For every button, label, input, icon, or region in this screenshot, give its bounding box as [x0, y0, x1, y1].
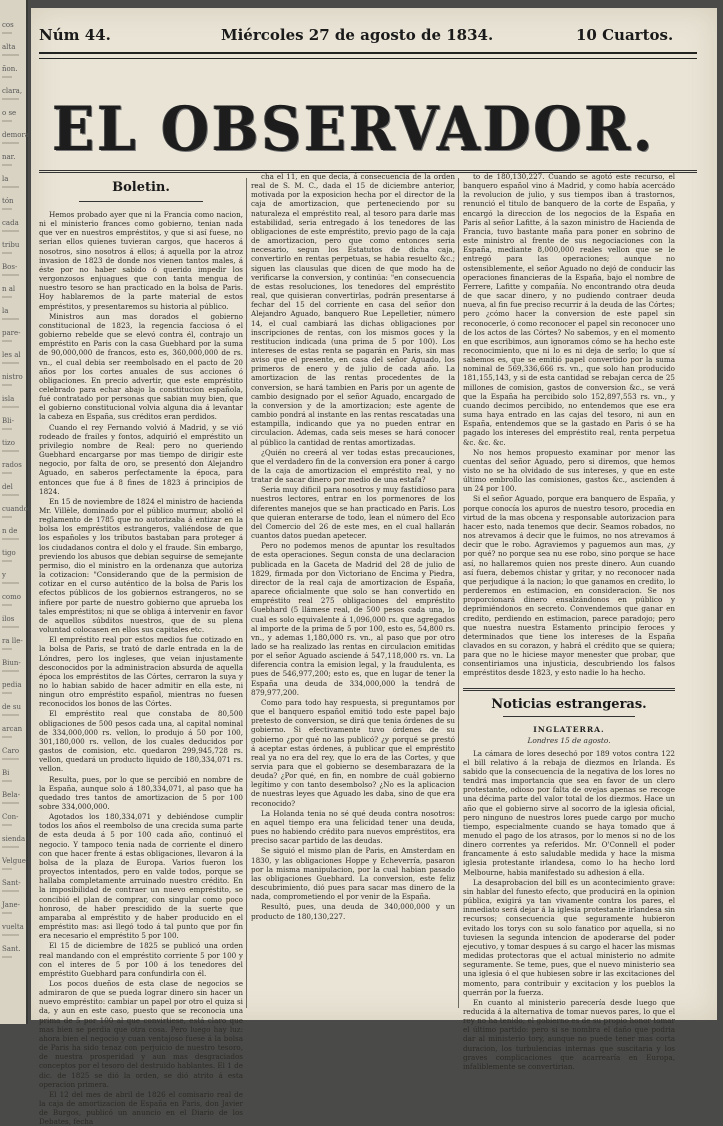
paragraph: En cuanto al ministerio parecería desde luego que reducida á la alternativa de tomar nuevos pares, lo que el rey no ha tenido; el gobierno es de su propio honor tomar el último partido: pero si se nombra el daño que podria dar al ministerio tory, aunque no puede tener mas corta duracion, los turbulencias internas que suscitaria y los graves complicaciones que acarrearía en Europa, infaliblemente se convertirian.	[463, 997, 675, 1071]
previous-page-text-line	[2, 76, 12, 78]
paragraph: Se siguió el mismo plan de Paris, en Amsterdam en 1830, y las obligaciones Hoppe y Echeverría, pasaron por la misma manipulacion, por la cual habian pasado las obligaciones Guebhard. La conversion, este feliz descubrimiento, dió pues para sacar mas dinero de la nada, comprometiendo el por venir de la España.	[251, 846, 455, 902]
previous-page-text-line	[2, 54, 19, 56]
paragraph: Hemos probado ayer que ni la Francia como nacion, ni el ministerio frances como gobierno, tenian nada que ver en nuestros empréstitos, y que si así fuese, no serian ellos quienes tuvieran cargos, que haceros á nosotros, sino nosotros á ellos; á aquella por la atroz invasion de 1823 de donde nos vienen tantos males, á éste por no haber sabido ó querido impedir los vergonzosos enjuagues que con tanta mengua de nuestro tesoro se han practicado en la bolsa de Paris. Hoy hablaremos de la parte material de estos empréstitos, y presentaremos su historia al público.	[39, 210, 243, 311]
column-divider	[458, 178, 459, 1008]
previous-page-text-line	[2, 890, 19, 892]
previous-page-text-line	[2, 604, 12, 606]
previous-page-text-line	[2, 208, 12, 210]
previous-page-text-line	[2, 758, 19, 760]
previous-page-fragment: Bi	[2, 769, 10, 777]
previous-page-text-line	[2, 230, 19, 232]
previous-page-fragment: ilos	[2, 615, 15, 623]
previous-page-fragment: n de	[2, 527, 18, 535]
paragraph: Seria muy dificil para nosotros y muy fastidioso para nuestros lectores, entrar en los pormenores de los diferentes manejos que se han practicado en Paris. Los que quieran enterarse de todo, lean el número del Eco del Comercio del 26 de este mes, en el cual hallarán cuantos datos puedan apetecer.	[251, 485, 455, 541]
previous-page-text-line	[2, 274, 19, 276]
previous-page-text-line	[2, 824, 12, 826]
column-third	[463, 172, 675, 1071]
paragraph: Pero no podemos menos de apuntar los resultados de esta operaciones. Segun consta de una declaracion publicada en la Gaceta de Madrid del 28 de julio de 1829, firmada por don Victoriano de Encima y Piedra, director de la real caja de amortizacion de España, aparece oficialmente que solo se han convertido en empréstito real 275 obligaciones del empréstito Guebhard (5 llámese real, de 500 pesos cada una, lo cual es solo equivalente á 1,096,000 rs. que agregados al importe de la prima de 5 por 100, esto es, 54,800 rs. vn., y ademas 1,180,000 rs. vn., al paso que por otro lado se ha realizado las rentas en circulacion emitidas por el señor Aguado asciende á 547,118,000 rs. vn. La diferencia contra la emision legal, y la fraudulenta, es pues de 546,977,200; esto es, que en lugar de tener la España una deuda de 334,000,000 la tendrá de 879,977,200.	[251, 541, 455, 697]
dateline: Londres 15 de agosto.	[527, 735, 611, 745]
previous-page-fragment: la	[2, 175, 9, 183]
previous-page-edge	[0, 0, 28, 1024]
previous-page-text-line	[2, 494, 19, 496]
news-body	[463, 749, 675, 1071]
previous-page-fragment: cos	[2, 21, 14, 29]
section-title-rule	[79, 201, 203, 202]
header-rule	[39, 52, 697, 59]
previous-page-text-line	[2, 846, 19, 848]
previous-page-text-line	[2, 120, 12, 122]
previous-page-fragment: tón	[2, 197, 14, 205]
paragraph: La Holanda tenia no sé qué deuda contra nosotros: en aquel tiempo era una felicidad tener una deuda, pues no habiendo crédito para nuevos empréstitos, era preciso sacar partido de las deudas.	[251, 808, 455, 846]
country-heading: INGLATERRA.	[533, 724, 605, 734]
previous-page-fragment: rados	[2, 461, 22, 469]
previous-page-fragment: ra lle-	[2, 637, 23, 645]
paragraph: La desaprobacion del bill es un acontecimiento grave: sin hablar del funesto efecto, que producirá en la opinion pública, exigirá ya tan vivamente contra los pares, el inmediato será dejar á la iglesia protestante irlandesa sin recursos; consecuencia que seguramente hubieron evitado los torys con su solo fanatico por aquella, si no tuviesen la segunda intencion de apoderarse del poder ejecutivo, y tomar despues á su cargo el hacer las mismas medidas protectoras que el actual ministerio no admite seguramente. Se teme, pues, que el nuevo ministerio sea una iglesia ó el que hubiesen sobre ir las excitaciones del momento, para contribuir y excitacion y los pueblos la querrán por la fuerza.	[463, 877, 675, 997]
previous-page-fragment: vuelta	[2, 923, 24, 931]
previous-page-fragment: Jane-	[2, 901, 20, 909]
newspaper-title: EL OBSERVADOR.	[52, 92, 656, 164]
previous-page-fragment: Bela-	[2, 791, 21, 799]
paragraph: La cámara de lores desechó por 189 votos contra 122 el bill relativo á la rebaja de diezmos en Irlanda. Es sabido que la consecuencia de la negativa de los lores no tendrá mas importancia que sea en favor de un clero protestante, odioso por falta de ovejas apenas se recoge una décima parte del valor total de los diezmos. Hace un año que el gobierno sirve al socorro de la iglesia oficial, pero ninguno de nuestros lores puede cargo por mucho tiempo, especialmente cuando se haya tomado que á menudo el pago de los atrasos, por lo menos si no de los dinero correntes ya referidos. Mr. O'Connell el poder francamente á esto saludable medida y hace la misma iglesia protestante irlandesa, como lo ha hecho lord Melbourne, habia manifestado su adhesion á ella.	[463, 748, 675, 877]
issue-number: Núm 44.	[39, 26, 111, 44]
previous-page-fragment: pare-	[2, 329, 21, 337]
previous-page-fragment: alta	[2, 43, 16, 51]
previous-page-fragment: sienda	[2, 835, 26, 843]
previous-page-text-line	[2, 780, 12, 782]
previous-page-text-line	[2, 648, 12, 650]
previous-page-text-line	[2, 98, 19, 100]
masthead	[39, 88, 669, 168]
paragraph: El empréstito real que constaba de 80,500 obligaciones de 500 pesos cada una, al capital nominal de 334,000,000 rs. vellon, lo produjo á 50 por 100, 301,180,000 rs. vellon, de los cuales deducidos por gastos de comision, etc. quedaron 299,945,728 rs. vellon, quedará un producto liquido de 180,334,071 rs. vellon.	[39, 709, 243, 774]
article-body	[39, 210, 243, 1126]
previous-page-text-line	[2, 670, 19, 672]
previous-page-text-line	[2, 912, 12, 914]
issue-date: Miércoles 27 de agosto de 1834.	[221, 26, 494, 44]
previous-page-text-line	[2, 340, 12, 342]
previous-page-text-line	[2, 516, 12, 518]
previous-page-fragment: Sant-	[2, 879, 21, 887]
previous-page-text-line	[2, 868, 12, 870]
previous-page-text-line	[2, 560, 12, 562]
previous-page-text-line	[2, 692, 12, 694]
column-continuation	[251, 172, 455, 1008]
previous-page-text-line	[2, 538, 19, 540]
previous-page-text-line	[2, 384, 12, 386]
previous-page-text-line	[2, 472, 12, 474]
previous-page-text-line	[2, 406, 19, 408]
paragraph: Resultó, pues, una deuda de 340,000,000 y un producto de 180,130,227.	[251, 902, 455, 921]
previous-page-fragment: o se	[2, 109, 17, 117]
paragraph: El empréstito real por estos medios fue cotizado en la bolsa de Paris, se trató de darle entrada en la de Lóndres, pero los ingleses, que veian injustamente desconocidos por la administracion absurda de aquella época los empréstitos de las Córtes, cerraron la suya y no lo habian sabido de hacer admitir en ella este, ni ningun otro empréstito español, mientras no fuesen reconocidos los bonos de las Córtes.	[39, 635, 243, 709]
foreign-news-section	[463, 688, 675, 1071]
previous-page-fragment: cuando	[2, 505, 28, 513]
previous-page-fragment: clara,	[2, 87, 23, 95]
previous-page-fragment: arcan	[2, 725, 23, 733]
paragraph: En 15 de noviembre de 1824 el ministro de hacienda Mr. Villèle, dominado por el público murmur, abolió el reglamento de 1785 que no autorizaba á entizar en la bolsa los empréstitos estrangeros, valiéndose de que los españoles y los tributos bastaban para proteger á los ciudadanos contra el dolo y el fraude. Sin embargo, previendo los abusos que debian seguirse de semejante permiso, dio el ministro en la ordenanza que autoriza la cotizacion: "Considerando que de la permision de cotizar en el curso auténtico de la bolsa de Paris los efectos públicos de los gobiernos estrangeros, no se infiere por parte de nuestro gobierno que aprueba los tales empréstitos; ni que se obliga á intervenir en favor de aquellos súbditos nuestros, que de su plena voluntad colocasen en ellos sus capitales etc.	[39, 496, 243, 635]
previous-page-fragment: del	[2, 483, 13, 491]
paragraph: Agotados los 180,334,071 y debiéndose cumplir todos los años el reembolso de una crecida suma parte de esta deuda á 5 por 100 cada año, continuó el negocio. Y tampoco tenia nada de corriente el dinero con que hacer frente á estas obligaciones, llevaron á la bolsa de la plaza de Europa. Varios fueron los proyectos intentados, pero en valde todos, porque se hallaba completamente arruinado nuestro crédito. En la imposibilidad de contraer un nuevo empréstito, se concibió el plan de comprar, con singular como poco honroso, de haber prescidido de la suerte que amparaba al empréstito y de haber producido en el empréstito mas: asi llegó todo á tal punto que por fin era necesario el empréstito 5 por 100.	[39, 812, 243, 941]
section-title-foreign-news: Noticias estrangeras.	[491, 696, 647, 712]
previous-page-fragment: tizo	[2, 439, 15, 447]
paragraph: Cuando el rey Fernando volvió á Madrid, y se vió rodeado de frailes y fontos, adquirió el empréstito un privilegio nombre de Real: pero no queriendo Guebhard encargarse por mas tiempo de dirigir este negocio, por falta de oro, se presentó don Alejandro Aguado, en saberos perfectamente la época, para entonces que fue á 8 fines de 1823 á principios de 1824.	[39, 422, 243, 496]
paragraph: to de 180,130,227. Cuando se agotó este recurso, el banquero español vino á Madrid, y como había acercádo la revolucion de julio, y sus tiempos iban á trastornos, renunció el titulo de banquero de la corte de España, y encargó la direccion de los negocios de la España en Paris al señor Lafitte, á la sazon ministro de Hacienda de Francia, tuvo bastante maña para poner en sobrino de este ministro al frente de sus negociaciones con la España, mediante 8,000,000 reales vellon que se le entregó para las operaciones; aunque no ostensiblemente, el señor Aguado no dejó de conducir las operaciones financieras de la España, bajo el nombre de Ferrere, Lafitte y compañía. No encontrando otra deuda de que sacar dinero, y no pudiendo contraer deuda nueva, al fin fue preciso recurrir á la deuda de las Córtes; pero ¿cómo hacer la conversion de este papel sin reconocerle, ó como reconocer el papel sin reconocer uno de los actos de las Córtes? No sabemos, y en el momento en que escribimos, aun ignoramos cómo se ha hecho este reconocimiento, que ni lo es ni deja de serlo; lo que sí sabemos es, que se emitió papel convertido por la suma nominal de 569,336,666 rs. vn., que solo han producido 181,155,143, y si de esta cantidad se rebajan cerca de 25 millones de comision, gastos de conversion &c., se verá que la España ha percibido solo 152,897,553 rs. vn., y cuando decimos percibido, no entendemos que ese era suma haya entrado en las cajas del tesoro, ni aun en España, entendemos que se la gastado en Paris ó se ha pagado los intereses del empréstito real, renta perpetua &c. &c. &c.	[463, 172, 675, 447]
previous-page-text-line	[2, 736, 12, 738]
article-body	[463, 172, 675, 678]
previous-page-fragment: Con-	[2, 813, 19, 821]
previous-page-text-line	[2, 582, 19, 584]
previous-page-text-line	[2, 318, 19, 320]
previous-page-fragment: Sant.	[2, 945, 21, 953]
previous-page-fragment: la	[2, 307, 9, 315]
previous-page-fragment: Biun-	[2, 659, 21, 667]
paragraph: El 12 del mes de abril de 1826 el comisario real de la caja de amortizacion de España en Paris, don Javier de Burgos, publicó un anuncio en el Diario de los Debates, fecha	[39, 1089, 243, 1126]
previous-page-fragment: ñon.	[2, 65, 18, 73]
paragraph: Como para todo hay respuesta, si preguntamos por que el banquero español emitió todo este papel bajo pretesto de conversion, se dirá que tenia órdenes de su gobierno. Si efectivamente tuvo órdenes de su gobierno ¿por qué no las publicó? ¿y porqué se prestó á aceptar estas órdenes, á publicar que el empréstito real ya no era del rey, que lo era de las Cortes, y que servia para que el gobierno se desembarazara de la deuda? ¿Por qué, en fin, en nombre de cuál gobierno legítimo y con tanto desembolso? ¿No es la aplicacion de nuestras leyes que Aguado les daba, sino de que era reconocido?	[251, 697, 455, 808]
previous-page-text-line	[2, 450, 19, 452]
paragraph: ¿Quién no creerá al ver todas estas precauciones, que el verdadero fin de la conversion era poner á cargo de la caja de amortizacion el empréstito real, y no tratar de sacar dinero por medio de una estafa?	[251, 447, 455, 485]
previous-page-fragment: Caro	[2, 747, 20, 755]
paragraph: Resulta, pues, por lo que se percibió en nombre de la España, aunque solo á 180,334,071, al paso que ha quedado tres tantos de amortizacion de 5 por 100 sobre 334,000,000.	[39, 774, 243, 811]
paragraph: Si el señor Aguado, porque era banquero de España, y porque conocía los apuros de nuestro tesoro, procedia en virtud de la mas obcena y responsable autorizacion para hacer esto, nada tenemos que decir. Seamos robados, no nos atrevamos á decir que le fuimos, no nos atrevamos á decir que le robo. Agraviemos y paguemos aun mas, ¿y por qué? no porque sea nu ese robo, sino porque se hace así, no hallaremos quien nos preste dinero. Aun cuando así fuera, debemos chistar y gritar, y no reconocer nada que perjudique á la nacion; lo que ganamos en credito, lo perderemos en estimacion, en consideracion. Se nos proporcionará dinero ensalzándonos en público y deprimiéndonos en secreto. Convendemos que ganar en credito, perdiendo en estimacion, parece paradojo; pero que nuestra nuestra Estamento principio feroces y determinados que tiene los intereses de la España clavados en su corazon, y habrá el crédito que se quiera; para que no le hiciese mayor menester que probar, que consentiriamos una injusticia, descubriendo los falsos empréstitos desde 1823, y esto nadie lo ha hecho.	[463, 494, 675, 678]
column-boletin	[39, 172, 243, 1126]
previous-page-fragment: nistro	[2, 373, 23, 381]
previous-page-text-line	[2, 802, 19, 804]
previous-page-text-line	[2, 186, 19, 188]
previous-page-text-line	[2, 956, 12, 958]
issue-price: 10 Cuartos.	[576, 26, 674, 44]
paragraph: No nos hemos propuesto examinar por menor las cuentas del señor Aguado, pero si diremos, que hemos visto no se ha olvidado de sus intereses, y que en este último embrollo las comisiones, gastos &c., ascienden á un 24 por 100.	[463, 447, 675, 494]
previous-page-fragment: tigo	[2, 549, 16, 557]
previous-page-fragment: como	[2, 593, 21, 601]
previous-page-text-line	[2, 362, 19, 364]
previous-page-fragment: y	[2, 571, 6, 579]
column-divider	[246, 178, 247, 1008]
previous-page-fragment: Velgue	[2, 857, 26, 865]
article-body	[251, 172, 455, 921]
previous-page-text-line	[2, 142, 19, 144]
section-title-boletin: Boletin.	[112, 180, 170, 195]
paragraph: Ministros aun mas dorados el gobierno constitucional de 1823, la regencia facciosa ó el gobierno rebelde que se elevó contra él, contrajo un empréstito en Paris con la casa Guebhard por la suma de 90,000,000 de francos, esto es, 360,000,000 de rs. vn., el cual debia ser reembolsado en el pacto de 20 años por los cortes anuales de sus acciones ó obligaciones. En precio advertir, que este empréstito celebrado para echar abajo la constitucion española, fué contratado por personas que sabian muy bien, que el gobierno constitucional volvia alguna dia á levantar la cabeza en España, sus créditos eran perdidos.	[39, 311, 243, 422]
previous-page-fragment: cada	[2, 219, 19, 227]
previous-page-text-line	[2, 32, 12, 34]
previous-page-fragment: demora	[2, 131, 29, 139]
paragraph: El 15 de diciembre de 1825 se publicó una orden real mandando con el empréstito corriente 5 por 100 y con el interes de 5 por 100 á los tenedores del empréstito Guebhard para confundirla con él.	[39, 941, 243, 978]
paragraph: Los pocos dueños de esta clase de negocios se admiraron de que se pueda lograr dinero sin hacer un nuevo empréstito: cambiar un papel por otro el quiza si da, y aun en este caso, puesto que se reconocia una prima de 5 por 100 al que convirtiese, está claro que mas bien se perdia que otra cosa. Pero luego hay luz: ahora bien el negocio y cuan ventajoso fuese á la bolsa de Paris ha sido tenaz con perjuicio de nuestro tesoro, de nuestra prosperidad y aun mas desgraciados conceptos por el tesoro del destruido hablantes. El 1 de dic. de 1825 se dió la orden, se dió atrito á esta operacion primera.	[39, 978, 243, 1089]
previous-page-fragment: isla	[2, 395, 15, 403]
previous-page-text-line	[2, 626, 19, 628]
previous-page-text-line	[2, 714, 19, 716]
previous-page-fragment: pedia	[2, 681, 22, 689]
section-title-rule	[503, 716, 635, 717]
paragraph: cha el 11, en que decia, á consecuencia de la orden real de S. M. C., dada el 15 de diciembre anterior, motivada por la exposicion hecha por el director de la caja de amortizacion, que perteneciendo por su naturaleza el empréstito real, al tesoro para darle mas estabilidad, seria entregado á los tenedores de las obligaciones de este empréstito, previo pago de la caja de amortizacion, pero que como entonces seria necesario, segun los Estatutos de dicha caja, convertirlo en rentas perpetuas, se habia resuelto &c.; siguen las clausulas que dicen de que modo ha de verificarse la conversion, y continúa: "en consecuencia de estas resoluciones, los tenedores del empréstito real, que quisieran convertirlas, podrán presentarse á fechar del 15 del corriente en casa del señor don Alejandro Aguado, banquero Rue Lepelletier, número 14, el cual cambiará las dichas obligaciones por inscripciones de rentas, con los mismos goces y la restitucion indicada (una prima de 5 por 100). Los intereses de estas renta se pagarán en Paris, sin mas aviso que el presente, en casa del señor Aguado, los primeros de enero y de julio de cada año. La amortizacion de las rentas procedentes de la conversion, se hará tambien en Paris por un agente de cambio designado por el señor Aguado, encargado de la conversion y de la amortizacion; este agente de cambio pondrá al instante en las rentas rescatadas una estampilla, indicando que ya no pueden entrar en circulacion. Ademas, cada seis meses se hará conocer al público la cantidad de rentas amortizadas.	[251, 172, 455, 447]
newspaper-page	[31, 8, 717, 1126]
previous-page-text-line	[2, 252, 12, 254]
previous-page-text-line	[2, 164, 12, 166]
previous-page-fragment: n al	[2, 285, 16, 293]
previous-page-fragment: tribu	[2, 241, 20, 249]
previous-page-text-line	[2, 428, 12, 430]
previous-page-fragment: Bli-	[2, 417, 14, 425]
previous-page-text-line	[2, 934, 19, 936]
previous-page-fragment: Bos-	[2, 263, 18, 271]
previous-page-fragment: les al	[2, 351, 21, 359]
previous-page-fragment: nar.	[2, 153, 16, 161]
previous-page-fragment: de su	[2, 703, 21, 711]
previous-page-text-line	[2, 296, 12, 298]
